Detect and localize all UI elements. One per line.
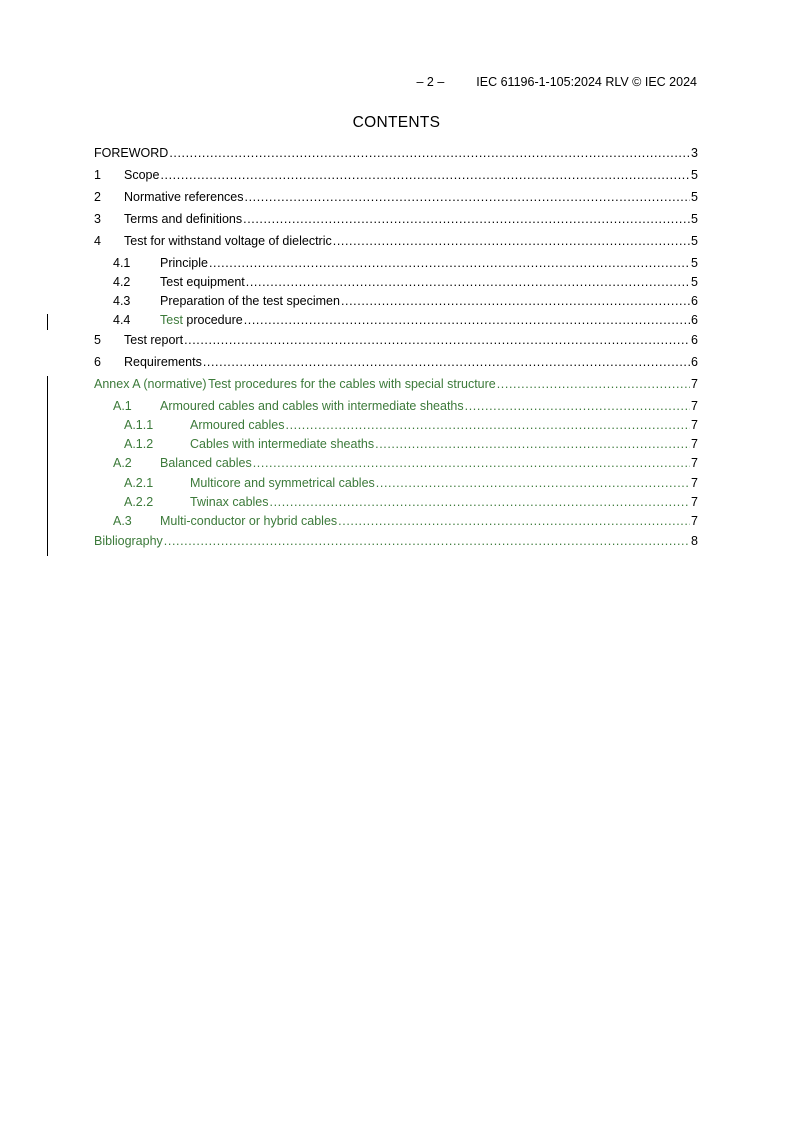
dot-leader: [164, 533, 690, 550]
toc-entry-number: 4.4: [113, 313, 131, 327]
toc-entry-intermediate-sheaths[interactable]: [94, 436, 698, 453]
toc-entry-title: Test for withstand voltage of dielectric: [124, 234, 332, 248]
toc-entry-number: 2: [94, 190, 101, 204]
toc-entry-number: A.3: [113, 514, 132, 528]
toc-entry-armoured-intermediate[interactable]: [94, 398, 698, 415]
toc-page-number: 7: [691, 399, 698, 413]
dot-leader: [244, 312, 690, 329]
dot-leader: [341, 293, 690, 310]
toc-entry-number: 4.2: [113, 275, 131, 289]
toc-entry-title: Normative references: [124, 190, 244, 204]
toc-entry-number: 4: [94, 234, 101, 248]
dot-leader: [245, 189, 691, 206]
toc-entry-principle[interactable]: [94, 255, 698, 272]
toc-entry-twinax[interactable]: [94, 494, 698, 511]
dot-leader: [209, 255, 690, 272]
toc-entry-title: Scope: [124, 168, 160, 182]
toc-entry-title: Balanced cables: [160, 456, 252, 470]
toc-page-number: 7: [691, 476, 698, 490]
toc-entry-armoured-cables[interactable]: [94, 417, 698, 434]
toc-entry-multicore-symmetrical[interactable]: [94, 475, 698, 492]
toc-entry-title: Principle: [160, 256, 208, 270]
document-id: IEC 61196-1-105:2024 RLV © IEC 2024: [476, 75, 697, 89]
toc-entry-title: Armoured cables and cables with intermediate sheaths: [160, 399, 464, 413]
change-bar-4-4: [47, 314, 48, 330]
toc-page-number: 6: [691, 333, 698, 347]
toc-entry-number: 6: [94, 355, 101, 369]
toc-entry-specimen-preparation[interactable]: [94, 293, 698, 310]
toc-page-number: 7: [691, 514, 698, 528]
toc-entry-scope[interactable]: [94, 167, 698, 184]
change-bar-annex: [47, 376, 48, 556]
dot-leader: [246, 274, 690, 291]
toc-page-number: 6: [691, 355, 698, 369]
toc-entry-number: 4.3: [113, 294, 131, 308]
toc-page-number: 6: [691, 313, 698, 327]
toc-page-number: 5: [691, 168, 698, 182]
toc-page-number: 7: [691, 495, 698, 509]
toc-entry-number: 5: [94, 333, 101, 347]
revised-text: Test: [160, 313, 183, 327]
dot-leader: [375, 436, 690, 453]
page-title: CONTENTS: [352, 114, 441, 131]
unchanged-text: procedure: [182, 313, 243, 327]
toc-page-number: 7: [691, 377, 698, 391]
dot-leader: [253, 455, 690, 472]
toc-entry-number: 3: [94, 212, 101, 226]
toc-entry-title: Multicore and symmetrical cables: [190, 476, 375, 490]
toc-entry-title: FOREWORD: [94, 146, 169, 160]
toc-page-number: 5: [691, 190, 698, 204]
dot-leader: [184, 332, 690, 349]
dot-leader: [169, 145, 690, 162]
toc-entry-withstand-voltage[interactable]: [94, 233, 698, 250]
toc-page-number: 5: [691, 212, 698, 226]
dot-leader: [497, 376, 690, 393]
toc-entry-normative-references[interactable]: [94, 189, 698, 206]
toc-page-number: 8: [691, 534, 698, 548]
dot-leader: [286, 417, 691, 434]
page-number: – 2 –: [416, 75, 445, 89]
toc-entry-number: A.2.1: [124, 476, 154, 490]
toc-entry-annex-a[interactable]: [94, 376, 698, 393]
toc-entry-number: A.1.1: [124, 418, 154, 432]
toc-entry-number: A.1: [113, 399, 132, 413]
toc-entry-title: Test procedures for the cables with special structure: [208, 377, 496, 391]
toc-entry-multi-conductor-hybrid[interactable]: [94, 513, 698, 530]
toc-entry-title: Requirements: [124, 355, 202, 369]
toc-page-number: 5: [691, 234, 698, 248]
toc-entry-title: Test report: [124, 333, 184, 347]
dot-leader: [243, 211, 690, 228]
toc-entry-balanced-cables[interactable]: [94, 455, 698, 472]
toc-entry-requirements[interactable]: [94, 354, 698, 371]
toc-entry-test-report[interactable]: [94, 332, 698, 349]
toc-entry-title: Bibliography: [94, 534, 163, 548]
page-header: [416, 75, 697, 89]
toc-page-number: 5: [691, 256, 698, 270]
toc-page-number: 7: [691, 437, 698, 451]
toc-page-number: 7: [691, 456, 698, 470]
toc-page-number: 6: [691, 294, 698, 308]
annex-label: Annex A (normative): [94, 377, 207, 391]
dot-leader: [465, 398, 690, 415]
toc-entry-number: A.2: [113, 456, 132, 470]
toc-entry-test-equipment[interactable]: [94, 274, 698, 291]
toc-entry-title: Terms and definitions: [124, 212, 243, 226]
dot-leader: [338, 513, 690, 530]
toc-page-number: 5: [691, 275, 698, 289]
toc-entry-number: A.2.2: [124, 495, 154, 509]
toc-page-number: 7: [691, 418, 698, 432]
toc-entry-terms-definitions[interactable]: [94, 211, 698, 228]
toc-entry-number: 4.1: [113, 256, 131, 270]
toc-entry-title: Twinax cables: [190, 495, 269, 509]
toc-entry-title: Multi-conductor or hybrid cables: [160, 514, 338, 528]
toc-entry-title: Test equipment: [160, 275, 245, 289]
dot-leader: [203, 354, 690, 371]
dot-leader: [376, 475, 690, 492]
toc-entry-number: A.1.2: [124, 437, 154, 451]
toc-entry-title: Cables with intermediate sheaths: [190, 437, 375, 451]
dot-leader: [333, 233, 690, 250]
dot-leader: [270, 494, 691, 511]
toc-entry-bibliography[interactable]: [94, 533, 698, 550]
toc-entry-title: [160, 312, 243, 329]
toc-entry-title: Preparation of the test specimen: [160, 294, 340, 308]
toc-entry-foreword[interactable]: [94, 145, 698, 162]
toc-entry-test-procedure[interactable]: [94, 312, 698, 329]
toc-entry-number: 1: [94, 168, 101, 182]
toc-entry-title: Armoured cables: [190, 418, 285, 432]
dot-leader: [160, 167, 690, 184]
toc-page-number: 3: [691, 146, 698, 160]
